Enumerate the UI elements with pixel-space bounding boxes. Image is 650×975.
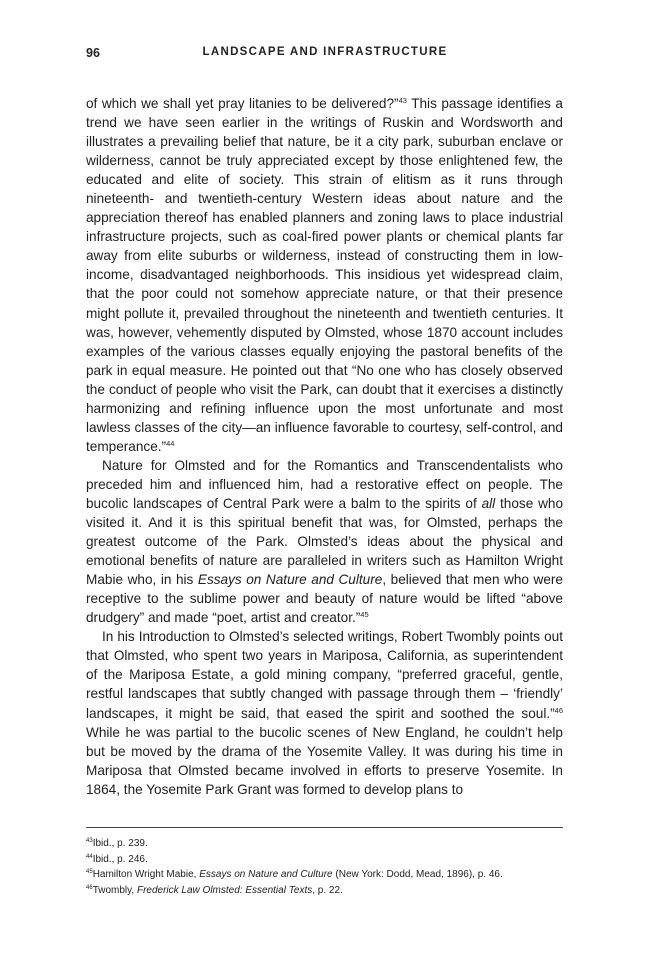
footnote-43: [86, 836, 563, 852]
footnote-number: 46: [86, 884, 93, 891]
footnote-text: Hamilton Wright Mabie,: [92, 869, 200, 880]
paragraph-text: This passage identifies a trend we have seen earlier in the writings of Ruskin and Wordsworth and illustrates a prevailing belief that nature, be it a city park, suburban enclave or wilderness, cannot be truly appreciated except by those enlightened few, the educated and elite of society. This strain of elitism as it runs through nineteenth- and twentieth-century Western ideas about nature and the appreciation thereof has enabled planners and zoning laws to place industrial infrastructure projects, such as coal-fired power plants or chemical plants far away from elite suburbs or wilderness, instead of constructing them in low-income, disadvantaged neighborhoods. This insidious yet widespread claim, that the poor could not somehow appreciate nature, or that their presence might pollute it, prevailed throughout the nineteenth and twentieth centuries. It was, however, vehemently disputed by Olmsted, whose 1870 account includes examples of the various classes equally enjoying the pastoral benefits of the park in equal measure. He pointed out that “No one who has closely observed the conduct of people who visit the Park, can doubt that it exercises a distinctly harmonizing and refining influence upon the most unfortunate and most lawless classes of the city—an influence favorable to courtesy, self-control, and temperance.”: [86, 96, 563, 454]
book-title: Essays on Nature and Culture: [197, 572, 383, 588]
footnote-text: Ibid., p. 246.: [92, 853, 148, 865]
paragraph-text: While he was partial to the bucolic scenes of New England, he couldn’t help but be moved by the drama of the Yosemite Valley. It was during his time in Mariposa that Olmsted became involved in efforts to preserve Yosemite. In 1864, the Yosemite Park Grant was formed to develop plans to: [86, 724, 563, 797]
page-number: 96: [86, 46, 100, 60]
paragraph-text: In his Introduction to Olmsted’s selected writings, Robert Twombly points out that Olmsted, who spent two years in Mariposa, California, as superintendent of the Mariposa Estate, a gold mining company, “preferred graceful, gentle, restful landscapes that subtly changed with passage through them – ‘friendly’ landscapes, it might be said, that eased the spirit and soothed the soul.”: [86, 629, 563, 721]
footnote-45: [86, 867, 563, 883]
paragraph-text: Nature for Olmsted and for the Romantics and Transcendentalists who preceded him and influenced him, had a restorative effect on people. The bucolic landscapes of Central Park were a balm to the spirits of: [86, 457, 563, 511]
book-title: Essays on Nature and Culture: [199, 869, 333, 880]
footnote-ref-46: 46: [554, 705, 563, 715]
footnote-44: [86, 852, 563, 868]
paragraph-text: , believed that men who were receptive to the sublime power and beauty of nature would be lifted “above drudgery” and made “poet, artist and creator.”: [86, 572, 563, 626]
footnote-ref-45: 45: [360, 610, 369, 620]
paragraph-text: of which we shall yet pray litanies to be delivered?”: [86, 96, 399, 111]
footnote-text: Ibid., p. 239.: [92, 838, 148, 849]
footnotes: [86, 836, 563, 898]
emphasis-text: all: [481, 495, 496, 511]
footnote-number: 43: [86, 838, 93, 844]
footnote-text: (New York: Dodd, Mead, 1896), p. 46.: [332, 869, 503, 880]
paragraph-3: [86, 627, 563, 798]
running-head: LANDSCAPE AND INFRASTRUCTURE: [202, 46, 448, 58]
footnote-46: [86, 883, 563, 899]
book-title: Frederick Law Olmsted: Essential Texts: [136, 884, 313, 896]
paragraph-text: those who visited it. And it is this spiritual benefit that was, for Olmsted, perhaps the greatest outcome of the Park. Olmsted’s ideas about the physical and emotional benefits of nature are paralleled in writers such as Hamilton Wright Mabie who, in his: [86, 495, 564, 588]
paragraph-1: [86, 94, 563, 456]
footnote-number: 44: [86, 853, 93, 860]
footnote-rule: [86, 827, 563, 828]
body-text: [86, 94, 563, 799]
page-header: [86, 46, 564, 64]
footnote-ref-44: 44: [166, 438, 175, 448]
paragraph-2: [86, 456, 563, 627]
footnote-ref-43: 43: [398, 96, 407, 105]
footnote-number: 45: [86, 869, 93, 875]
footnote-text: Twombly,: [92, 884, 137, 896]
footnote-text: , p. 22.: [312, 884, 343, 896]
